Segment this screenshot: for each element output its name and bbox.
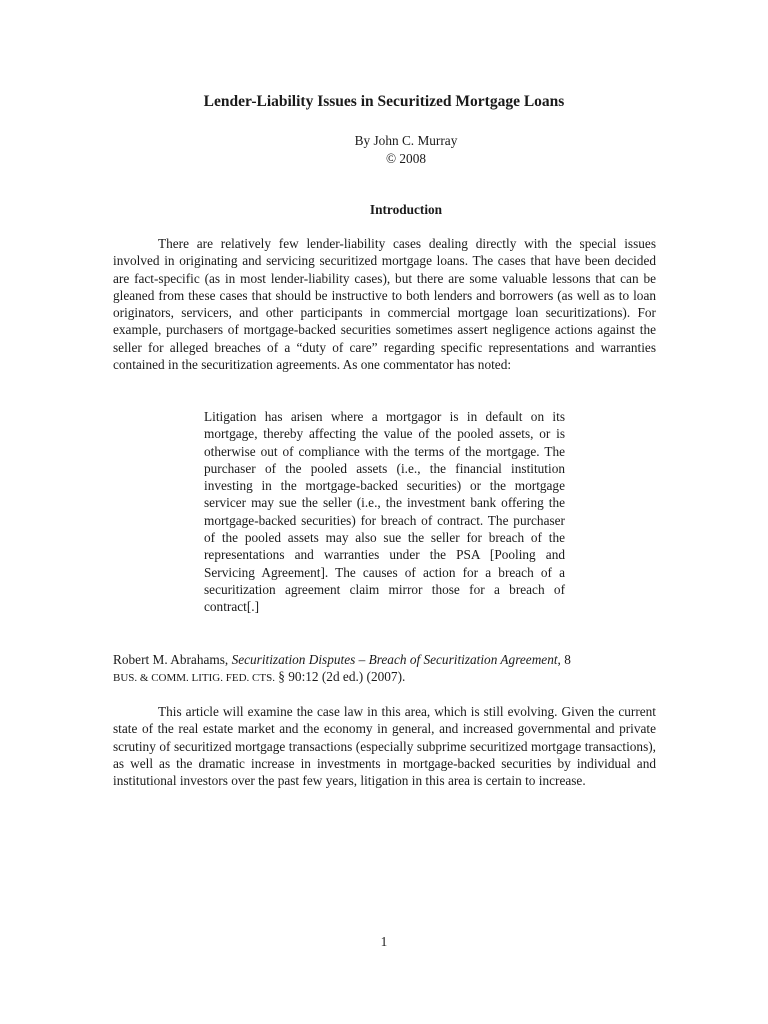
page-number: 1 (380, 934, 388, 949)
citation-section: § 90:12 (2d ed.) (2007). (274, 669, 406, 685)
document-title: Lender-Liability Issues in Securitized Mortgage Loans (203, 93, 565, 110)
second-paragraph: This article will examine the case law in this area, which is still evolving. Given the current state of the real estate market and the economy in general, and increased governmental and private scrutiny of securitized mortgage transactions (especially subprime securitized mortgage transactions), as well as the dramatic increase in investments in mortgage-backed securities by individual and institutional investors over the past few years, litigation in this area is certain to increase. (113, 704, 656, 789)
author-line: By John C. Murray (354, 133, 458, 148)
intro-paragraph: There are relatively few lender-liability cases dealing directly with the special issues involved in originating and servicing securitized mortgage loans. The cases that have been decided are fact-specific (as in most lender-liability cases), but there are some valuable lessons that can be gleaned from these cases that should be instructive to both lenders and borrowers (as well as to loan originators, servicers, and other participants in commercial mortgage loan securitizations). For example, purchasers of mortgage-backed securities sometimes assert negligence actions against the seller for alleged breaches of a “duty of care” regarding specific representations and warranties contained in the securitization agreements. As one commentator has noted: (113, 236, 656, 373)
copyright-line: © 2008 (385, 151, 427, 166)
citation-author: Robert M. Abrahams, (113, 652, 232, 667)
section-heading: Introduction (369, 202, 443, 217)
citation-work-title: Securitization Disputes – Breach of Securitization Agreement (231, 652, 558, 667)
citation-reporter: BUS. & COMM. LITIG. FED. CTS. (113, 672, 275, 685)
quote-citation (113, 651, 656, 688)
block-quote: Litigation has arisen where a mortgagor is in default on its mortgage, thereby affecting the value of the pooled assets, or is otherwise out of compliance with the terms of the mortgage. The purchaser of the pooled assets (i.e., the financial institution investing in the mortgage-backed securities) or the mortgage servicer may sue the seller (i.e., the investment bank offering the mortgage-backed securities) for breach of contract. The purchaser of the pooled assets may also sue the seller for breach of the representations and warranties under the PSA [Pooling and Servicing Agreement]. The causes of action for a breach of a securitization agreement claim mirror those for a breach of contract[.] (204, 409, 565, 615)
citation-volume: , 8 (557, 652, 571, 667)
